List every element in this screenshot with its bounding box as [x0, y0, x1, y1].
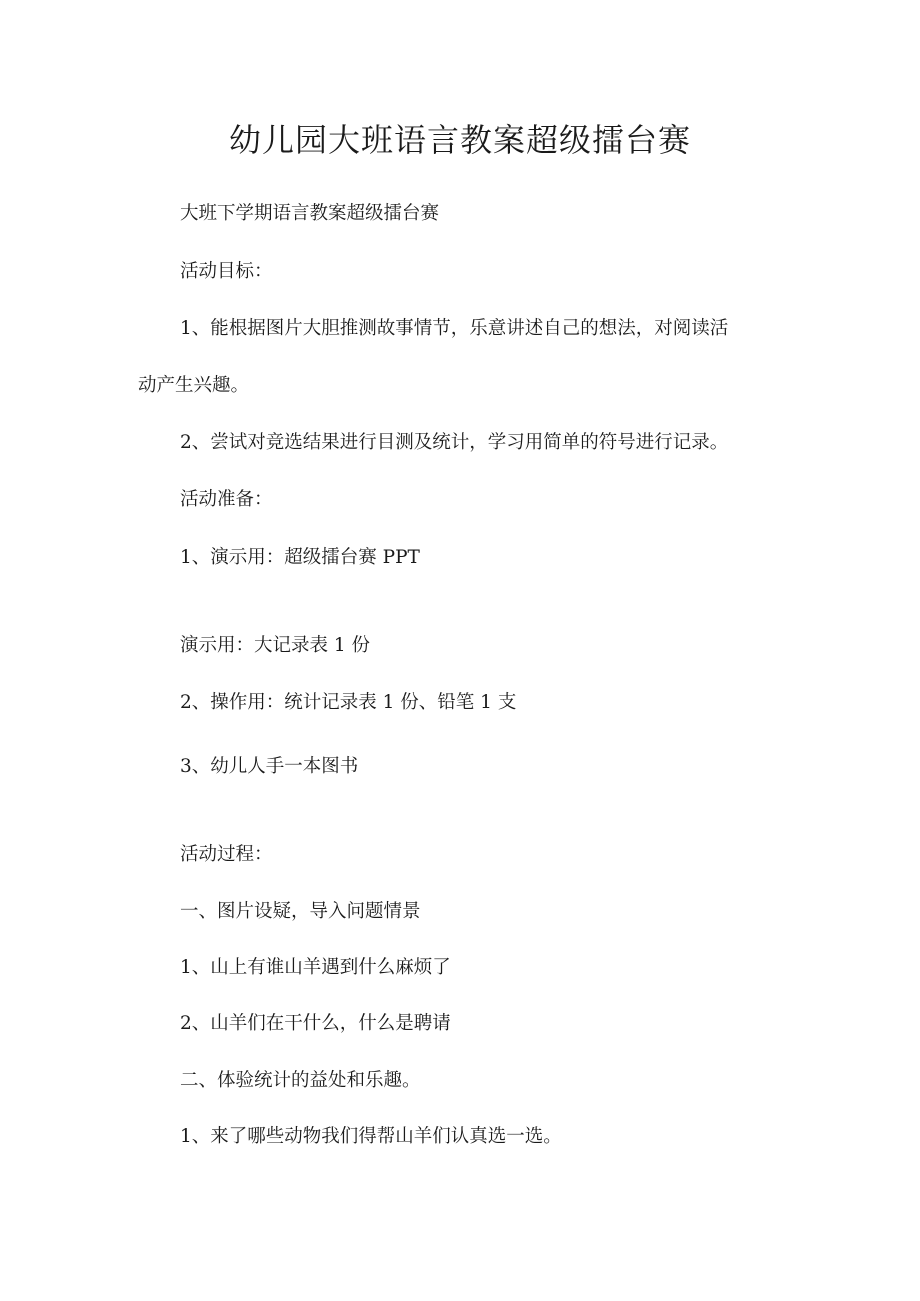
process-step-1-item-1: 1、山上有谁山羊遇到什么麻烦了 [180, 957, 451, 978]
process-step-1: 一、图片设疑，导入问题情景 [180, 901, 421, 922]
section-heading-preparation: 活动准备： [180, 489, 273, 510]
process-step-2-item-1: 1、来了哪些动物我们得帮山羊们认真选一选。 [180, 1126, 562, 1147]
subtitle-line: 大班下学期语言教案超级擂台赛 [180, 203, 440, 224]
preparation-item-1b: 演示用：大记录表 1 份 [180, 635, 371, 656]
section-heading-goals: 活动目标： [180, 261, 273, 282]
document-title: 幼儿园大班语言教案超级擂台赛 [228, 121, 691, 159]
goal-item-1: 1、能根据图片大胆推测故事情节，乐意讲述自己的想法，对阅读活 [180, 318, 729, 339]
section-heading-process: 活动过程： [180, 844, 273, 865]
process-step-2: 二、体验统计的益处和乐趣。 [180, 1070, 421, 1091]
goal-item-1-continued: 动产生兴趣。 [138, 375, 250, 396]
goal-item-2: 2、尝试对竞选结果进行目测及统计，学习用简单的符号进行记录。 [180, 432, 729, 453]
preparation-item-3: 3、幼儿人手一本图书 [180, 756, 359, 777]
process-step-1-item-2: 2、山羊们在干什么，什么是聘请 [180, 1013, 451, 1034]
preparation-item-1: 1、演示用：超级擂台赛 PPT [180, 547, 420, 568]
preparation-item-2: 2、操作用：统计记录表 1 份、铅笔 1 支 [180, 692, 517, 713]
